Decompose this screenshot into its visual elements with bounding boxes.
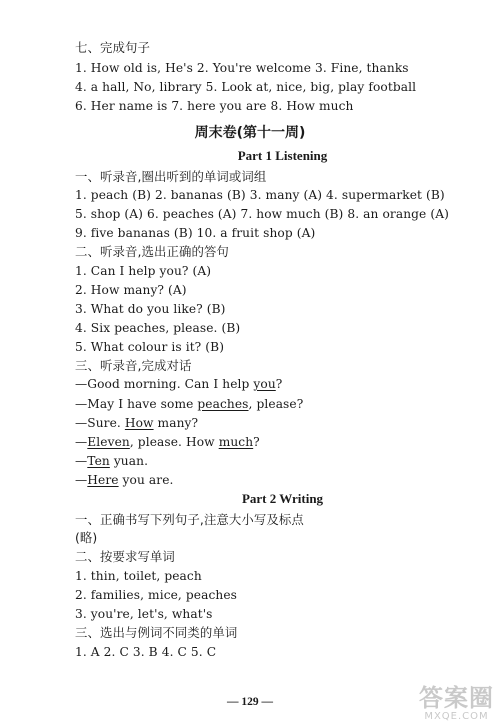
answer-sentence: 1. Can I help you? (A) [75,264,212,278]
dialogue-line: —Good morning. Can I help you? [75,377,283,391]
watermark-logo-text: 答案圈 [419,684,494,712]
part-2-section-2-heading: 二、按要求写单词 [75,549,175,564]
word-answer-line: 2. families, mice, peaches [75,588,238,602]
answer-sentence: 5. What colour is it? (B) [75,340,225,354]
section-7-line: 1. How old is, He's 2. You're welcome 3. Fine, thanks [75,61,409,75]
dialogue-line: —Sure. How many? [75,416,199,430]
listening-answer-line: 9. five bananas (B) 10. a fruit shop (A) [75,226,316,240]
section-7-line: 6. Her name is 7. here you are 8. How much [75,99,354,113]
listening-answer-line: 1. peach (B) 2. bananas (B) 3. many (A) 4. supermarket (B) [75,188,445,202]
section-7-heading: 七、完成句子 [75,40,150,55]
filled-answer: peaches [197,397,249,411]
part-2-section-1-answer: (略) [75,530,98,545]
dialogue-line: —Ten yuan. [75,454,149,468]
filled-answer: you [253,377,276,391]
section-7-line: 4. a hall, No, library 5. Look at, nice, big, play football [75,80,417,94]
part-2-title: Part 2 Writing [241,491,324,506]
week-title: 周末卷(第十一周) [194,125,306,141]
part-2-section-3-heading: 三、选出与例词不同类的单词 [75,625,238,640]
dialogue-line: —Here you are. [75,473,174,487]
answer-sentence: 4. Six peaches, please. (B) [75,321,241,335]
dialogue-line: —Eleven, please. How much? [75,435,260,449]
word-answer-line: 1. thin, toilet, peach [75,569,202,583]
part-1-section-1-heading: 一、听录音,圈出听到的单词或词组 [75,169,267,184]
filled-answer: How [124,416,154,430]
filled-answer: Eleven [87,435,130,449]
listening-answer-line: 5. shop (A) 6. peaches (A) 7. how much (B) 8. an orange (A) [75,207,449,221]
filled-answer: Ten [87,454,110,468]
part-1-section-2-heading: 二、听录音,选出正确的答句 [75,244,229,259]
dialogue-line: —May I have some peaches, please? [75,397,304,411]
filled-answer: Here [87,473,119,487]
page-number: — 129 — [227,696,273,708]
part-1-title: Part 1 Listening [237,148,328,163]
filled-answer: much [218,435,254,449]
choice-answer-line: 1. A 2. C 3. B 4. C 5. C [75,645,217,659]
part-2-section-1-heading: 一、正确书写下列句子,注意大小写及标点 [75,512,304,527]
part-1-section-3-heading: 三、听录音,完成对话 [75,358,192,373]
site-watermark [419,685,494,722]
answer-sentence: 2. How many? (A) [75,283,187,297]
answer-sentence: 3. What do you like? (B) [75,302,226,316]
word-answer-line: 3. you're, let's, what's [75,607,213,621]
watermark-url: MXQE.COM [424,711,489,722]
